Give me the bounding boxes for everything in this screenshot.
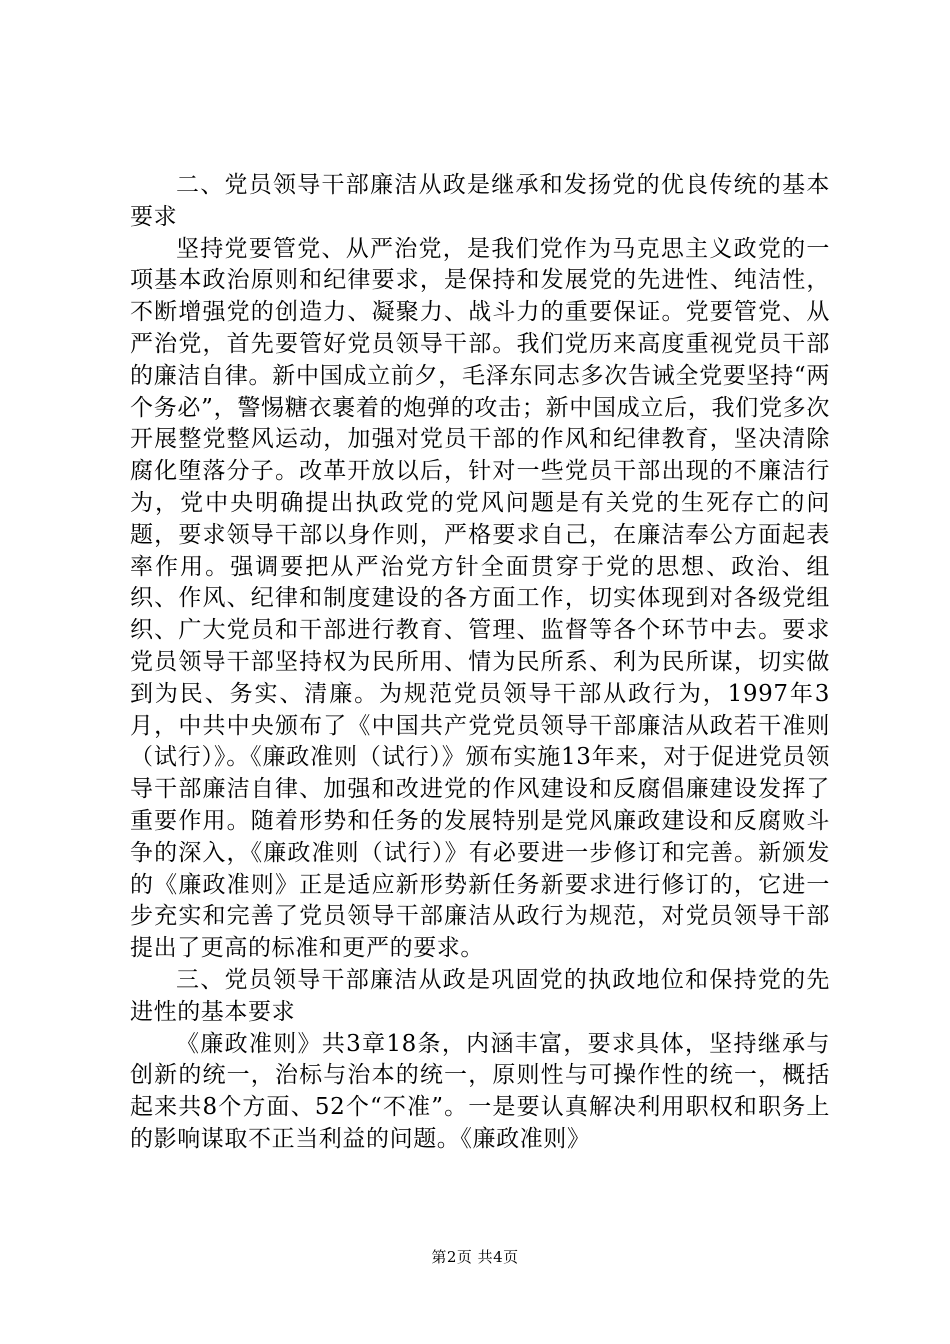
body-paragraph: 《廉政准则》共3章18条，内涵丰富，要求具体，坚持继承与创新的统一，治标与治本的统一，原则性与可操作性的统一，概括起来共8个方面、52个“不准”。一是要认真解决利用职权和职务上的影响谋取不正当利益的问题。《廉政准则》 — [130, 1030, 830, 1152]
body-paragraph: 坚持党要管党、从严治党，是我们党作为马克思主义政党的一项基本政治原则和纪律要求，是保持和发展党的先进性、纯洁性，不断增强党的创造力、凝聚力、战斗力的重要保证。党要管党、从严治党，首先要管好党员领导干部。我们党历来高度重视党员干部的廉洁自律。新中国成立前夕，毛泽东同志多次告诫全党要坚持“两个务必”，警惕糖衣裹着的炮弹的攻击；新中国成立后，我们党多次开展整党整风运动，加强对党员干部的作风和纪律教育，坚决清除腐化堕落分子。改革开放以后，针对一些党员干部出现的不廉洁行为，党中央明确提出执政党的党风问题是有关党的生死存亡的问题，要求领导干部以身作则，严格要求自己，在廉洁奉公方面起表率作用。强调要把从严治党方针全面贯穿于党的思想、政治、组织、作风、纪律和制度建设的各方面工作，切实体现到对各级党组织、广大党员和干部进行教育、管理、监督等各个环节中去。要求党员领导干部坚持权为民所用、情为民所系、利为民所谋，切实做到为民、务实、清廉。为规范党员领导干部从政行为，1997年3月，中共中央颁布了《中国共产党党员领导干部廉洁从政若干准则（试行）》。《廉政准则（试行）》颁布实施13年来，对于促进党员领导干部廉洁自律、加强和改进党的作风建设和反腐倡廉建设发挥了重要作用。随着形势和任务的发展特别是党风廉政建设和反腐败斗争的深入，《廉政准则（试行）》有必要进一步修订和完善。新颁发的《廉政准则》正是适应新形势新任务新要求进行修订的，它进一步充实和完善了党员领导干部廉洁从政行为规范，对党员领导干部提出了更高的标准和更严的要求。 — [130, 235, 830, 962]
section-heading-2: 二、党员领导干部廉洁从政是继承和发扬党的优良传统的基本要求 — [130, 172, 830, 230]
section-heading-3: 三、党员领导干部廉洁从政是巩固党的执政地位和保持党的先进性的基本要求 — [130, 966, 830, 1025]
page-footer: 第2页 共4页 — [431, 1248, 519, 1266]
document-body — [130, 170, 830, 1156]
